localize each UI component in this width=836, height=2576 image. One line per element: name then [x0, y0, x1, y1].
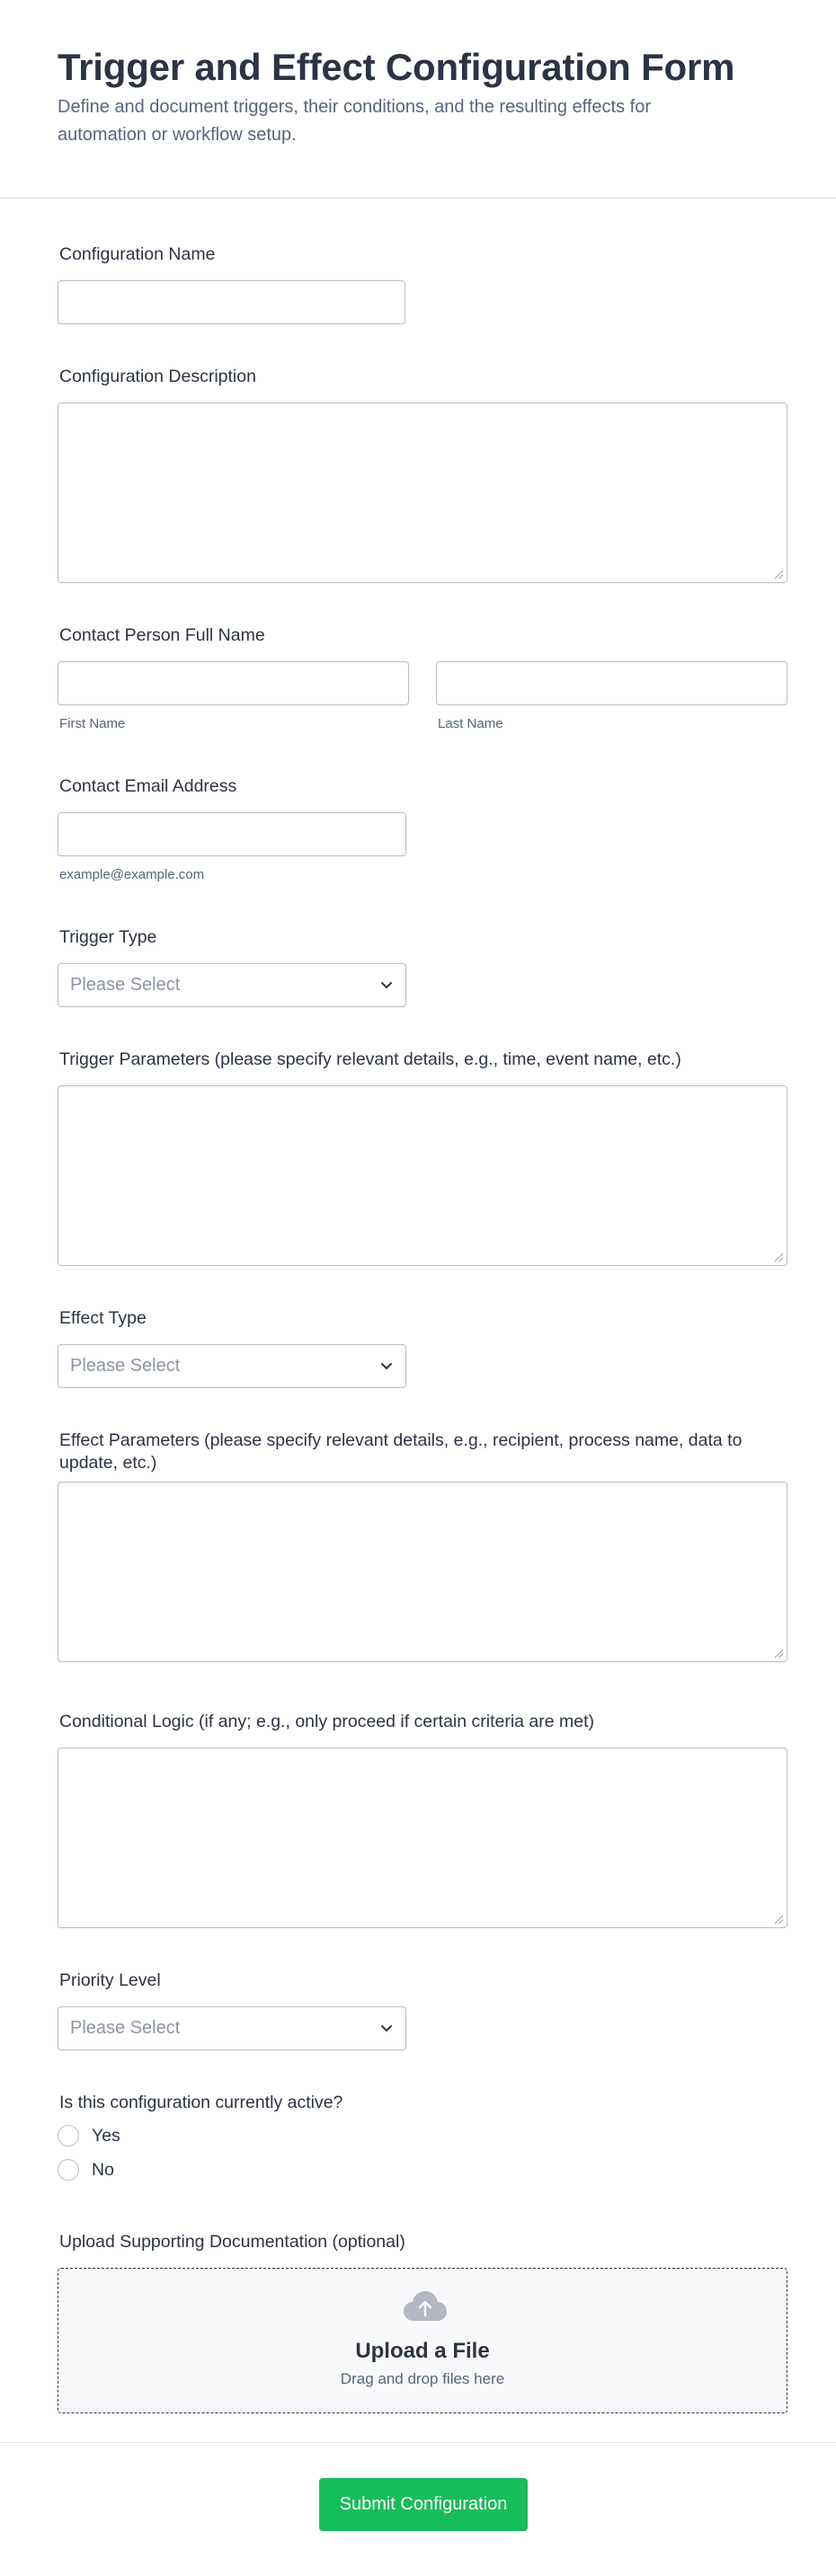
- chevron-down-icon: [378, 1358, 395, 1374]
- effect-type-field: [58, 1307, 406, 1388]
- chevron-down-icon: [378, 2020, 395, 2036]
- resize-handle-icon[interactable]: [775, 1650, 783, 1658]
- priority-placeholder: Please Select: [70, 2018, 181, 2038]
- upload-title: Upload a File: [355, 2339, 490, 2363]
- conditional-logic-label: Conditional Logic (if any; e.g., only proceed if certain criteria are met): [59, 1712, 595, 1731]
- radio-label: No: [92, 2159, 114, 2180]
- upload-hint: Drag and drop files here: [340, 2370, 505, 2387]
- chevron-down-icon: [378, 977, 395, 993]
- effect-type-select[interactable]: [58, 1344, 406, 1388]
- radio-button[interactable]: [58, 2125, 79, 2147]
- effect-params-label: Effect Parameters (please specify relevant details, e.g., recipient, process name, data to update, etc.): [59, 1430, 743, 1473]
- priority-label: Priority Level: [59, 1970, 161, 1990]
- form-header: [0, 0, 836, 199]
- config-description-label: Configuration Description: [59, 367, 256, 386]
- cloud-upload-icon: [403, 2290, 448, 2323]
- config-description-textarea[interactable]: [58, 403, 787, 583]
- resize-handle-icon[interactable]: [775, 1916, 783, 1924]
- config-description-field: [58, 366, 787, 583]
- first-name-sublabel: First Name: [59, 716, 126, 731]
- trigger-type-field: [58, 926, 406, 1007]
- upload-label: Upload Supporting Documentation (optional): [59, 2232, 405, 2252]
- last-name-sublabel: Last Name: [438, 716, 503, 731]
- resize-handle-icon[interactable]: [775, 571, 783, 579]
- contact-name-label: Contact Person Full Name: [59, 625, 265, 645]
- radio-option-yes[interactable]: [58, 2123, 342, 2148]
- conditional-logic-field: [58, 1711, 787, 1928]
- config-name-input[interactable]: [58, 280, 405, 324]
- form-title: Trigger and Effect Configuration Form: [58, 46, 735, 88]
- submit-button[interactable]: Submit Configuration: [319, 2478, 528, 2531]
- trigger-params-textarea[interactable]: [58, 1085, 787, 1266]
- trigger-params-field: [58, 1049, 787, 1266]
- upload-dropzone[interactable]: [58, 2268, 787, 2413]
- trigger-type-label: Trigger Type: [59, 927, 157, 947]
- contact-name-field: [58, 624, 787, 731]
- effect-type-placeholder: Please Select: [70, 1356, 181, 1376]
- upload-field: [58, 2231, 787, 2413]
- config-name-field: [58, 243, 405, 324]
- conditional-logic-textarea[interactable]: [58, 1748, 787, 1928]
- form-footer: [0, 2442, 836, 2576]
- last-name-input[interactable]: [436, 661, 787, 705]
- first-name-input[interactable]: [58, 661, 409, 705]
- radio-button[interactable]: [58, 2159, 79, 2181]
- radio-option-no[interactable]: [58, 2157, 342, 2182]
- effect-params-textarea[interactable]: [58, 1482, 787, 1662]
- trigger-params-label: Trigger Parameters (please specify relevant details, e.g., time, event name, etc.): [59, 1049, 681, 1069]
- email-sublabel: example@example.com: [59, 867, 205, 882]
- contact-email-label: Contact Email Address: [59, 776, 237, 796]
- contact-email-field: [58, 775, 406, 882]
- effect-params-field: [58, 1430, 787, 1662]
- active-field: [58, 2092, 342, 2182]
- config-name-label: Configuration Name: [59, 244, 216, 264]
- trigger-type-select[interactable]: [58, 963, 406, 1007]
- radio-label: Yes: [92, 2125, 120, 2146]
- email-input[interactable]: [58, 812, 406, 856]
- priority-field: [58, 1970, 406, 2050]
- effect-type-label: Effect Type: [59, 1308, 147, 1328]
- resize-handle-icon[interactable]: [775, 1253, 783, 1261]
- active-label: Is this configuration currently active?: [59, 2093, 343, 2112]
- trigger-type-placeholder: Please Select: [70, 975, 181, 995]
- form-description: Define and document triggers, their conditions, and the resulting effects for automation or workflow setup.: [58, 97, 652, 145]
- priority-select[interactable]: [58, 2006, 406, 2050]
